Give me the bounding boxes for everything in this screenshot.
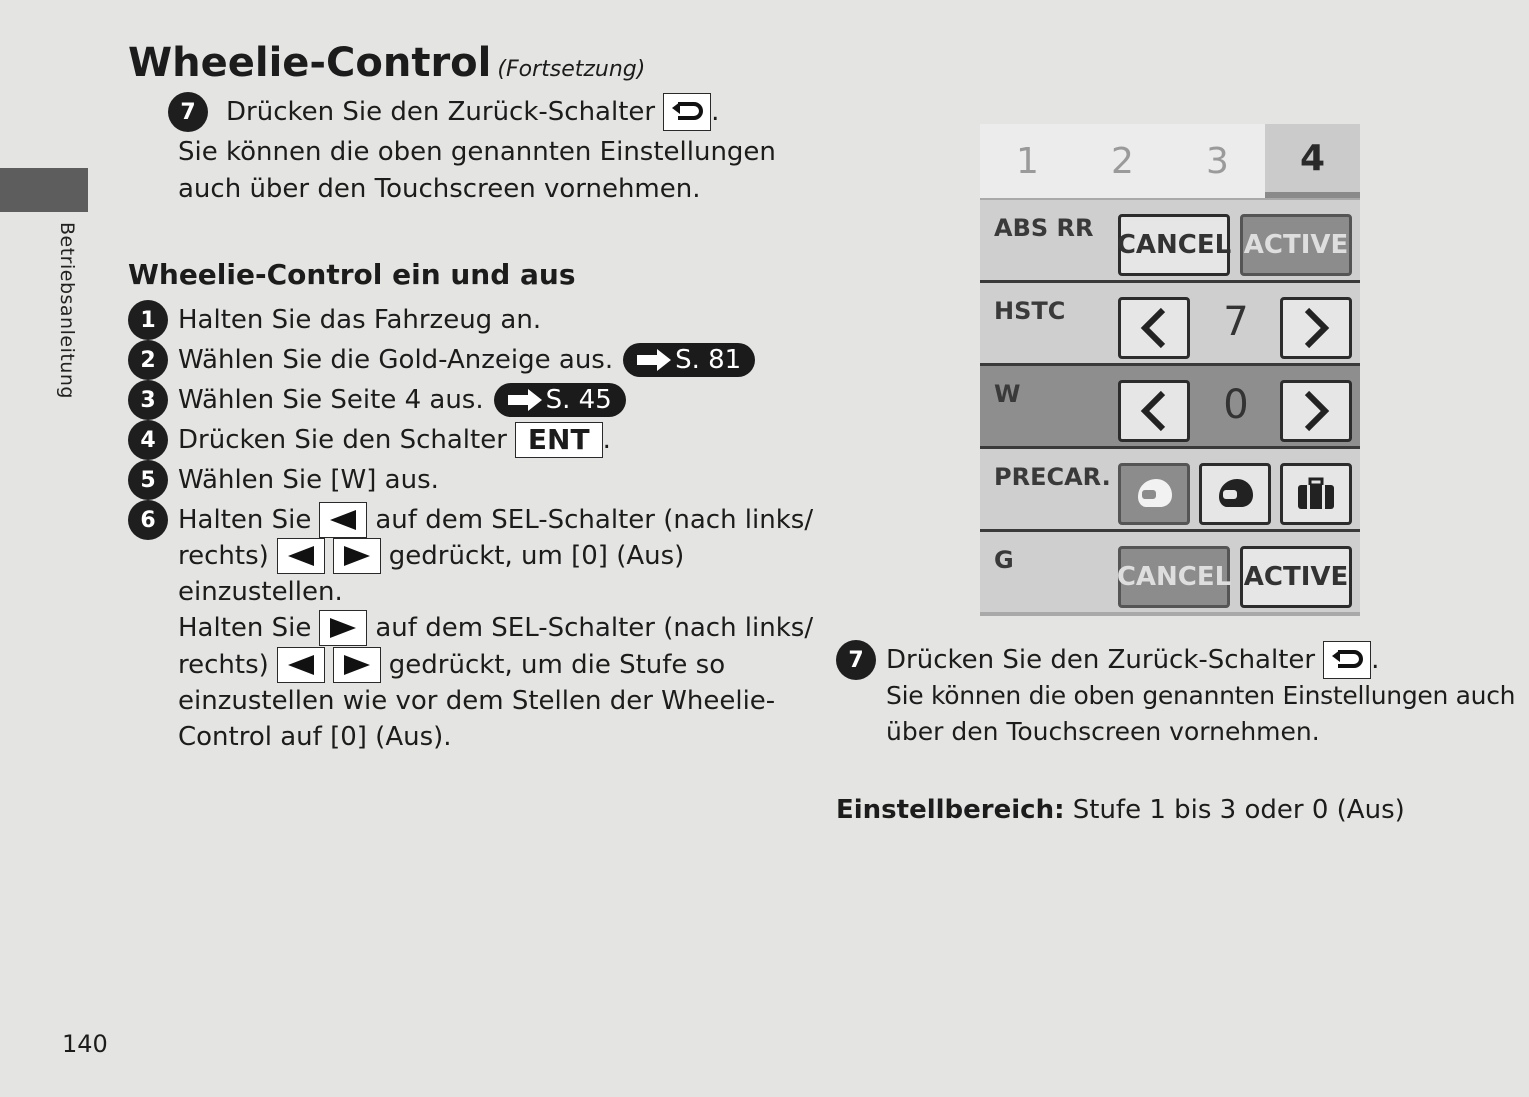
step-6-line-4 bbox=[178, 610, 813, 647]
page-reference-text: S. 45 bbox=[545, 385, 612, 415]
step-6-line-4-a: Halten Sie bbox=[178, 613, 312, 643]
step-6-line-5-a: rechts) bbox=[178, 650, 269, 680]
hstc-label: HSTC bbox=[994, 297, 1066, 325]
step-6-text-a: Halten Sie bbox=[178, 505, 312, 535]
step-number-badge: 7 bbox=[168, 92, 208, 132]
screen-row-w bbox=[980, 366, 1360, 446]
step-6-line-7: Control auf [0] (Aus). bbox=[178, 722, 452, 752]
step-4 bbox=[128, 420, 611, 460]
abs-rr-active-button[interactable]: ACTIVE bbox=[1240, 214, 1352, 276]
step-6-line-6: einzustellen wie vor dem Stellen der Wheelie- bbox=[178, 686, 776, 716]
right-triangle-icon bbox=[333, 538, 381, 574]
step-2 bbox=[128, 340, 755, 380]
luggage-button[interactable] bbox=[1280, 463, 1352, 525]
step-number-badge: 7 bbox=[836, 640, 876, 680]
top-step-period: . bbox=[711, 96, 720, 127]
chevron-left-icon bbox=[1139, 389, 1169, 433]
screen-row-precar bbox=[980, 449, 1360, 529]
top-step-note-1: Sie können die oben genannten Einstellungen bbox=[178, 137, 776, 167]
hstc-decrease-button[interactable] bbox=[1118, 297, 1190, 359]
w-increase-button[interactable] bbox=[1280, 380, 1352, 442]
screen-tab-2[interactable]: 2 bbox=[1111, 140, 1134, 182]
chevron-right-icon bbox=[1301, 306, 1331, 350]
rider-passenger-button[interactable] bbox=[1199, 463, 1271, 525]
page-number: 140 bbox=[62, 1030, 108, 1058]
g-label: G bbox=[994, 546, 1014, 574]
right-step-period: . bbox=[1371, 644, 1380, 675]
step-6-text-b: auf dem SEL-Schalter (nach links/ bbox=[375, 505, 814, 535]
step-6-line-3: einzustellen. bbox=[178, 577, 343, 607]
chevron-left-icon bbox=[1139, 306, 1169, 350]
abs-rr-label: ABS RR bbox=[994, 214, 1094, 242]
right-step-7 bbox=[836, 640, 1379, 680]
step-6 bbox=[128, 500, 813, 540]
luggage-icon bbox=[1296, 477, 1336, 511]
step-5 bbox=[128, 460, 439, 500]
ent-key: ENT bbox=[515, 422, 603, 458]
setting-range-label: Einstellbereich: bbox=[836, 795, 1065, 825]
left-triangle-icon bbox=[277, 538, 325, 574]
step-1-text: Halten Sie das Fahrzeug an. bbox=[178, 305, 542, 335]
passenger-helmet-icon bbox=[1215, 477, 1255, 511]
page-reference-text: S. 81 bbox=[675, 345, 742, 375]
right-triangle-icon bbox=[319, 610, 367, 646]
step-6-line-2-b: gedrückt, um [0] (Aus) bbox=[388, 541, 685, 571]
step-number-badge: 5 bbox=[128, 460, 168, 500]
w-value: 0 bbox=[1223, 382, 1249, 428]
screen-tab-4[interactable]: 4 bbox=[1265, 124, 1360, 198]
helmet-icon bbox=[1134, 477, 1174, 511]
step-2-text: Wählen Sie die Gold-Anzeige aus. bbox=[178, 345, 614, 375]
page-reference-link[interactable] bbox=[494, 383, 626, 417]
step-4-text: Drücken Sie den Schalter bbox=[178, 425, 507, 455]
page-title bbox=[128, 40, 645, 86]
setting-range-value: Stufe 1 bis 3 oder 0 (Aus) bbox=[1072, 795, 1405, 825]
step-number-badge: 2 bbox=[128, 340, 168, 380]
step-6-line-5-b: gedrückt, um die Stufe so bbox=[388, 650, 726, 680]
hstc-increase-button[interactable] bbox=[1280, 297, 1352, 359]
g-active-button[interactable]: ACTIVE bbox=[1240, 546, 1352, 608]
page-reference-link[interactable] bbox=[623, 343, 755, 377]
top-step-note-2: auch über den Touchscreen vornehmen. bbox=[178, 174, 701, 204]
page-title-text: Wheelie-Control bbox=[128, 40, 492, 86]
abs-rr-cancel-button[interactable]: CANCEL bbox=[1118, 214, 1230, 276]
step-6-line-4-b: auf dem SEL-Schalter (nach links/ bbox=[375, 613, 814, 643]
side-section-label: Betriebsanleitung bbox=[56, 222, 78, 399]
right-step-text: Drücken Sie den Zurück-Schalter bbox=[886, 644, 1316, 675]
back-switch-icon bbox=[663, 93, 711, 131]
setting-range bbox=[836, 792, 1405, 829]
step-6-line-5 bbox=[178, 647, 725, 684]
step-5-text: Wählen Sie [W] aus. bbox=[178, 465, 439, 495]
chevron-right-icon bbox=[1301, 389, 1331, 433]
step-6-line-2 bbox=[178, 538, 684, 575]
w-decrease-button[interactable] bbox=[1118, 380, 1190, 442]
page-title-continuation: (Fortsetzung) bbox=[497, 57, 646, 82]
back-switch-icon bbox=[1323, 641, 1371, 679]
top-step-7 bbox=[168, 92, 719, 132]
step-number-badge: 3 bbox=[128, 380, 168, 420]
arrow-right-icon bbox=[633, 349, 673, 371]
left-triangle-icon bbox=[319, 502, 367, 538]
hstc-value: 7 bbox=[1223, 299, 1249, 345]
step-6-line-2-a: rechts) bbox=[178, 541, 269, 571]
screen-tab-bar bbox=[980, 124, 1360, 198]
section-heading: Wheelie-Control ein und aus bbox=[128, 258, 576, 291]
step-number-badge: 4 bbox=[128, 420, 168, 460]
step-number-badge: 6 bbox=[128, 500, 168, 540]
rider-only-button[interactable] bbox=[1118, 463, 1190, 525]
left-triangle-icon bbox=[277, 647, 325, 683]
screen-row-hstc bbox=[980, 283, 1360, 363]
step-1 bbox=[128, 300, 541, 340]
right-step-note-1: Sie können die oben genannten Einstellungen auch bbox=[886, 681, 1516, 710]
step-3-text: Wählen Sie Seite 4 aus. bbox=[178, 385, 484, 415]
touchscreen-panel bbox=[980, 124, 1360, 616]
screen-tab-1[interactable]: 1 bbox=[1016, 140, 1039, 182]
screen-row-g bbox=[980, 532, 1360, 612]
precar-label: PRECAR. bbox=[994, 463, 1111, 491]
right-triangle-icon bbox=[333, 647, 381, 683]
screen-tab-3[interactable]: 3 bbox=[1206, 140, 1229, 182]
w-label: W bbox=[994, 380, 1021, 408]
step-3 bbox=[128, 380, 626, 420]
g-cancel-button[interactable]: CANCEL bbox=[1118, 546, 1230, 608]
step-4-period: . bbox=[602, 425, 611, 455]
screen-row-abs-rr bbox=[980, 200, 1360, 280]
step-number-badge: 1 bbox=[128, 300, 168, 340]
right-step-note-2: über den Touchscreen vornehmen. bbox=[886, 717, 1320, 746]
side-tab-marker bbox=[0, 168, 88, 212]
arrow-right-icon bbox=[504, 389, 544, 411]
top-step-text: Drücken Sie den Zurück-Schalter bbox=[226, 96, 656, 127]
